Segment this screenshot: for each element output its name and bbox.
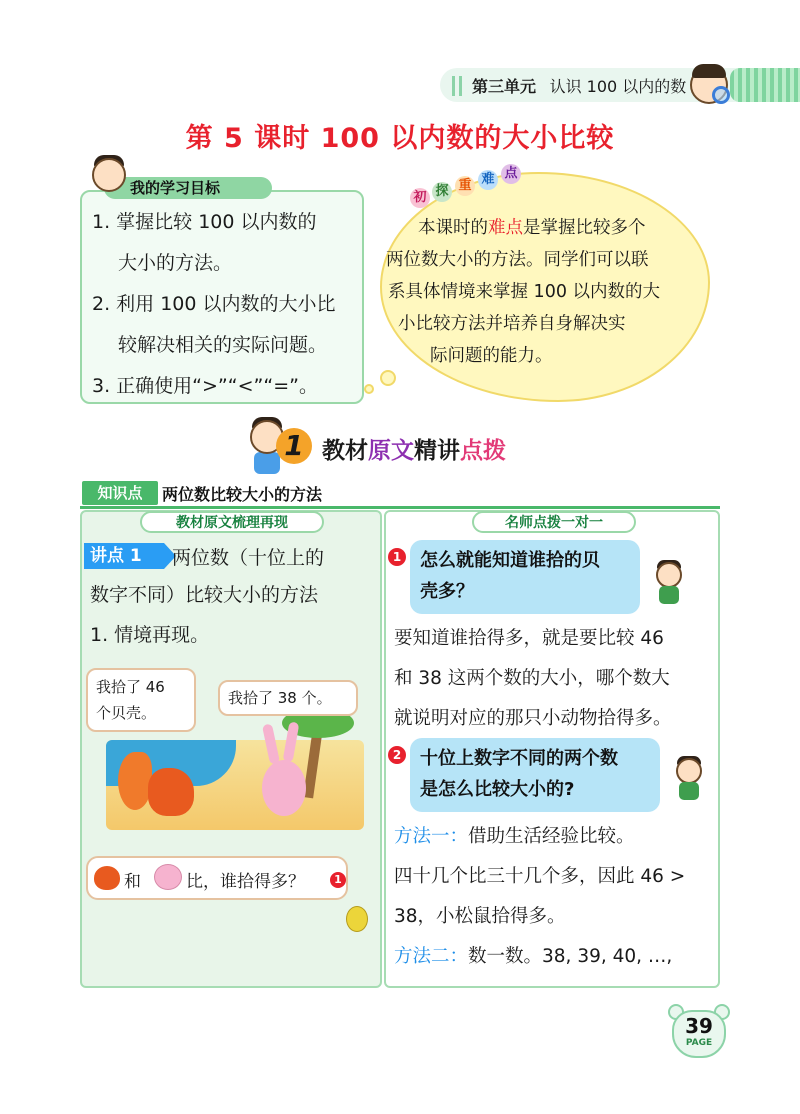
cloud-line: 两位数大小的方法。同学们可以联 [386,250,649,270]
method-one-line: 四十几个比三十几个多，因此 46 > [394,866,686,887]
answer-line: 就说明对应的那只小动物拾得多。 [394,708,672,729]
goal-line: 大小的方法。 [118,252,233,274]
question-number-badge: 2 [388,746,406,764]
cloud-bubble-decoration [364,384,374,394]
section-title-part: 精讲 [414,438,460,464]
question-and: 和 [124,872,141,892]
question-box-2 [410,738,660,812]
section-title-part: 教材 [322,438,368,464]
section-title-part: 原文 [368,438,414,464]
goal-line: 2. 利用 100 以内数的大小比 [92,293,336,315]
kid-avatar-icon [92,158,126,192]
rabbit-icon [262,760,306,816]
cloud-badge: 探 [432,182,452,202]
rabbit-speech-bubble [218,680,358,716]
section-title-part: 点拨 [460,438,506,464]
rabbit-face-icon [154,864,182,890]
goals-tab-label: 我的学习目标 [130,179,221,197]
cloud-line: 际问题的能力。 [430,346,553,366]
kid-body-icon [254,452,280,474]
question-number-badge: 1 [330,872,346,888]
lecture-point-tag: 讲点 1 [84,543,164,569]
cloud-badge: 难 [478,170,498,190]
method-one-line [394,822,635,848]
goal-line: 3. 正确使用“>”“<”“=”。 [92,375,318,397]
kid-body-icon [679,782,699,800]
page-word: PAGE [685,1038,713,1048]
lemon-mascot-icon [346,906,368,932]
answer-line: 和 38 这两个数的大小，哪个数大 [394,668,670,689]
question-line: 怎么就能知道谁拾的贝 [420,550,600,571]
header-unit [472,74,686,97]
cloud-text: 是掌握比较多个 [523,218,646,238]
section-title [322,432,506,465]
cloud-badge: 初 [410,188,430,208]
cloud-badge: 点 [501,164,521,184]
left-text-line: 数字不同）比较大小的方法 [90,584,319,606]
cloud-line [418,214,646,239]
header-edge-decoration [730,68,800,102]
header-bars-decoration [452,76,462,96]
knowledge-title: 两位数比较大小的方法 [162,485,323,504]
squirrel-face-icon [94,866,120,890]
boy-hair-icon [692,64,726,78]
knowledge-tag: 知识点 [82,481,158,505]
goal-line: 较解决相关的实际问题。 [118,334,328,356]
question-number-badge: 1 [388,548,406,566]
section-number: 1 [276,428,312,464]
right-panel-header: 名师点拨一对一 [472,511,636,533]
method-one-text: 借助生活经验比较。 [468,826,635,847]
question-box-1 [410,540,640,614]
method-two-line [394,942,672,968]
knowledge-divider [80,506,720,509]
method-two-label: 方法二： [394,946,469,967]
question-line: 壳多？ [420,580,474,602]
speech-line: 我拾了 38 个。 [228,689,332,707]
left-text-line: 1. 情境再现。 [90,624,210,646]
squirrel-speech-bubble [86,668,196,732]
speech-line: 个贝壳。 [96,704,157,722]
cloud-text: 本课时的 [418,218,488,238]
cloud-badge: 重 [455,176,475,196]
cloud-highlight: 难点 [488,218,523,238]
squirrel-tail-icon [118,752,152,810]
magnifier-icon [712,86,730,104]
cloud-bubble-decoration [380,370,396,386]
cloud-line: 系具体情境来掌握 100 以内数的大 [388,282,661,302]
question-line: 是怎么比较大小的? [420,778,575,800]
page-number: 39 [685,1014,713,1038]
method-one-label: 方法一： [394,826,469,847]
kid-avatar-icon [676,758,702,784]
unit-title: 认识 100 以内的数 [549,77,687,96]
left-text-line: 两位数（十位上的 [172,547,325,569]
squirrel-icon [148,768,194,816]
unit-label: 第三单元 [472,77,537,96]
goal-line: 1. 掌握比较 100 以内数的 [92,211,317,233]
kid-body-icon [659,586,679,604]
lesson-title: 第 5 课时 100 以内数的大小比较 [185,123,615,154]
kid-avatar-icon [656,562,682,588]
cloud-line: 小比较方法并培养自身解决实 [398,314,626,334]
speech-line: 我拾了 46 [96,678,165,696]
question-line: 十位上数字不同的两个数 [420,748,618,769]
method-one-line: 38，小松鼠拾得多。 [394,906,566,927]
method-two-text: 数一数。38, 39, 40, …, [468,946,673,967]
question-text: 比，谁拾得多？ [186,872,305,892]
answer-line: 要知道谁拾得多，就是要比较 46 [394,628,664,649]
left-panel-header: 教材原文梳理再现 [140,511,324,533]
